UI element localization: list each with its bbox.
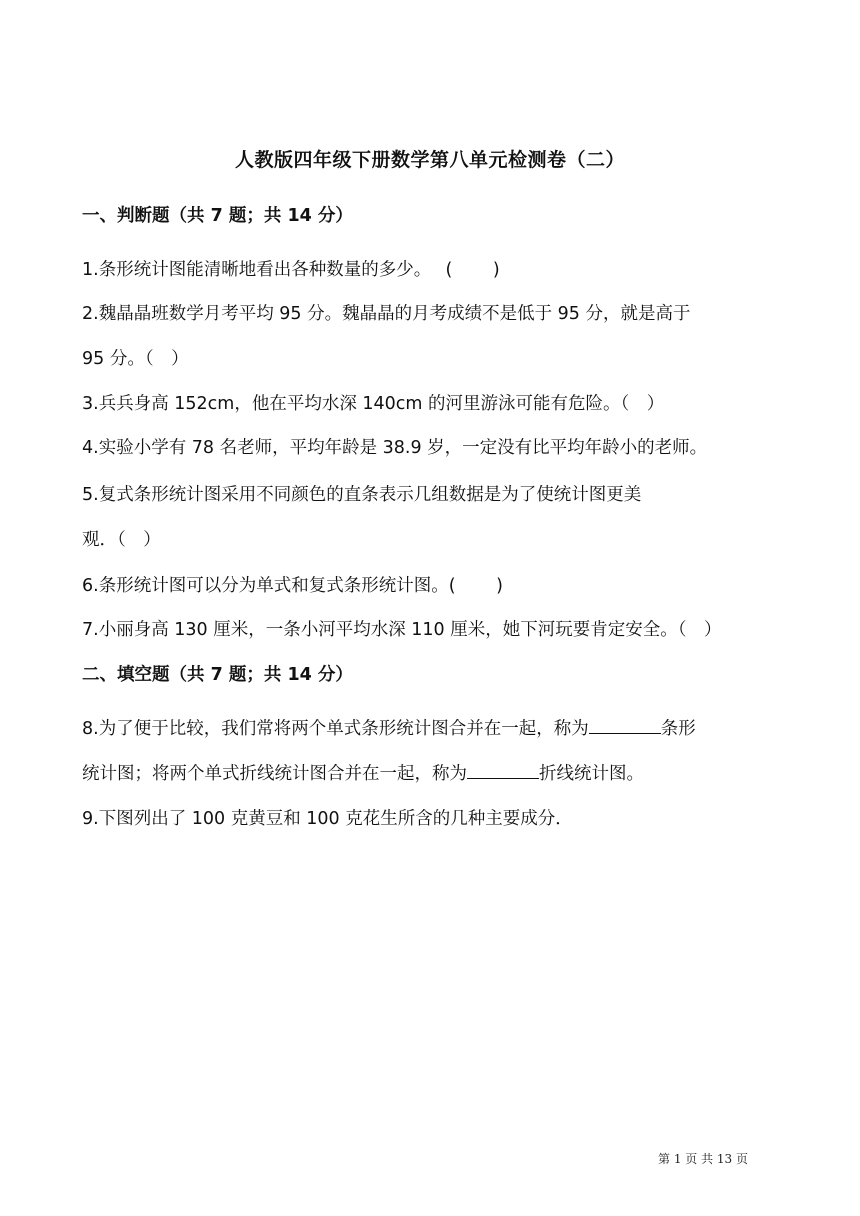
question-3: 3.兵兵身高 152cm，他在平均水深 140cm 的河里游泳可能有危险。（ ） (82, 394, 665, 414)
question-7: 7.小丽身高 130 厘米，一条小河平均水深 110 厘米，她下河玩要肯定安全。（ ） (82, 620, 722, 640)
page-title: 人教版四年级下册数学第八单元检测卷（二） (234, 149, 625, 171)
section-heading-fill-in: 二、填空题（共 7 题；共 14 分） (82, 665, 353, 685)
question-6: 6.条形统计图可以分为单式和复式条形统计图。( ) (82, 576, 503, 596)
page-number: 第 1 页 共 13 页 (658, 1152, 748, 1166)
question-8-text-b: 条形 (660, 719, 696, 739)
question-8-text-c: 统计图；将两个单式折线统计图合并在一起，称为 (82, 764, 467, 784)
answer-blank[interactable] (589, 715, 661, 734)
question-8-line-1 (82, 715, 696, 740)
question-8-text-d: 折线统计图。 (539, 764, 644, 784)
question-1: 1.条形统计图能清晰地看出各种数量的多少。 ( ) (82, 260, 500, 280)
question-8-line-2 (82, 760, 644, 785)
answer-blank[interactable] (467, 760, 539, 779)
question-5-line-1: 5.复式条形统计图采用不同颜色的直条表示几组数据是为了使统计图更美 (82, 485, 642, 505)
question-4: 4.实验小学有 78 名老师，平均年龄是 38.9 岁，一定没有比平均年龄小的老师。 (82, 438, 708, 458)
question-2-line-1: 2.魏晶晶班数学月考平均 95 分。魏晶晶的月考成绩不是低于 95 分，就是高于 (82, 304, 691, 324)
section-heading-judgement: 一、判断题（共 7 题；共 14 分） (82, 206, 353, 226)
question-8-text-a: 8.为了便于比较，我们常将两个单式条形统计图合并在一起，称为 (82, 719, 589, 739)
question-5-line-2: 观．（ ） (82, 530, 161, 550)
question-9: 9.下图列出了 100 克黄豆和 100 克花生所含的几种主要成分． (82, 809, 573, 829)
question-2-line-2: 95 分。（ ） (82, 349, 189, 369)
